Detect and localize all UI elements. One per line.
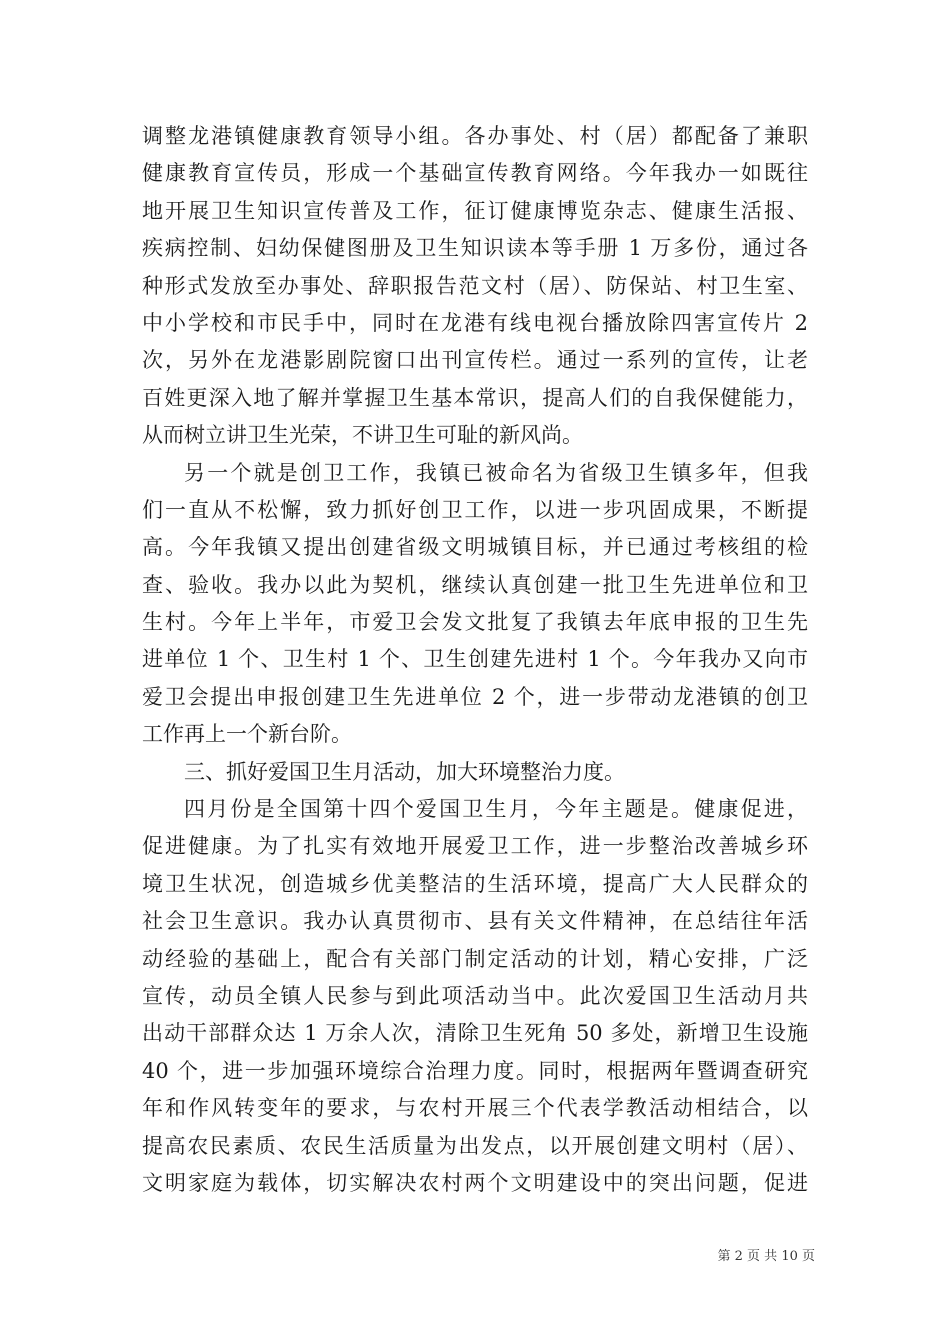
page-number: 第 2 页 共 10 页 <box>717 1249 815 1264</box>
text-line: 宣传，动员全镇人民参与到此项活动当中。此次爱国卫生活动月共 <box>142 983 808 1008</box>
body-text <box>142 118 808 1202</box>
text-line: 高。今年我镇又提出创建省级文明城镇目标，并已通过考核组的检 <box>142 535 808 560</box>
text-line: 年和作风转变年的要求，与农村开展三个代表学教活动相结合，以 <box>142 1096 808 1121</box>
text-line: 文明家庭为载体，切实解决农村两个文明建设中的突出问题，促进 <box>142 1170 808 1195</box>
text-line: 查、验收。我办以此为契机，继续认真创建一批卫生先进单位和卫 <box>142 572 808 597</box>
text-line: 另一个就是创卫工作，我镇已被命名为省级卫生镇多年，但我 <box>184 460 808 485</box>
text-line: 从而树立讲卫生光荣，不讲卫生可耻的新风尚。 <box>142 423 583 448</box>
text-line: 调整龙港镇健康教育领导小组。各办事处、村（居）都配备了兼职 <box>142 124 808 148</box>
text-line: 动经验的基础上，配合有关部门制定活动的计划，精心安排，广泛 <box>142 946 808 971</box>
text-line: 工作再上一个新台阶。 <box>142 722 352 747</box>
text-line: 地开展卫生知识宣传普及工作，征订健康博览杂志、健康生活报、 <box>142 198 808 223</box>
text-line: 进单位 1 个、卫生村 1 个、卫生创建先进村 1 个。今年我办又向市 <box>142 647 808 672</box>
text-line: 健康教育宣传员，形成一个基础宣传教育网络。今年我办一如既往 <box>142 161 808 186</box>
text-line: 境卫生状况，创造城乡优美整洁的生活环境，提高广大人民群众的 <box>142 871 808 896</box>
text-line: 40 个，进一步加强环境综合治理力度。同时，根据两年暨调查研究 <box>142 1058 808 1083</box>
text-line: 种形式发放至办事处、辞职报告范文村（居）、防保站、村卫生室、 <box>142 273 808 298</box>
text-line: 中小学校和市民手中，同时在龙港有线电视台播放除四害宣传片 2 <box>142 310 808 335</box>
text-line: 四月份是全国第十四个爱国卫生月，今年主题是。健康促进， <box>184 797 808 822</box>
text-line: 次，另外在龙港影剧院窗口出刊宣传栏。通过一系列的宣传，让老 <box>142 348 808 373</box>
text-line: 百姓更深入地了解并掌握卫生基本常识，提高人们的自我保健能力， <box>142 385 808 410</box>
text-line: 促进健康。为了扎实有效地开展爱卫工作，进一步整治改善城乡环 <box>142 834 808 859</box>
text-line: 疾病控制、妇幼保健图册及卫生知识读本等手册 1 万多份，通过各 <box>142 236 808 261</box>
text-line: 爱卫会提出申报创建卫生先进单位 2 个，进一步带动龙港镇的创卫 <box>142 684 808 709</box>
text-line: 们一直从不松懈，致力抓好创卫工作，以进一步巩固成果，不断提 <box>142 497 808 522</box>
text-line: 三、抓好爱国卫生月活动，加大环境整治力度。 <box>184 759 625 784</box>
text-line: 出动干部群众达 1 万余人次，清除卫生死角 50 多处，新增卫生设施 <box>142 1021 808 1046</box>
text-line: 生村。今年上半年，市爱卫会发文批复了我镇去年底申报的卫生先 <box>142 610 808 635</box>
text-line: 社会卫生意识。我办认真贯彻市、县有关文件精神，在总结往年活 <box>142 909 808 934</box>
text-line: 提高农民素质、农民生活质量为出发点，以开展创建文明村（居）、 <box>142 1133 808 1158</box>
